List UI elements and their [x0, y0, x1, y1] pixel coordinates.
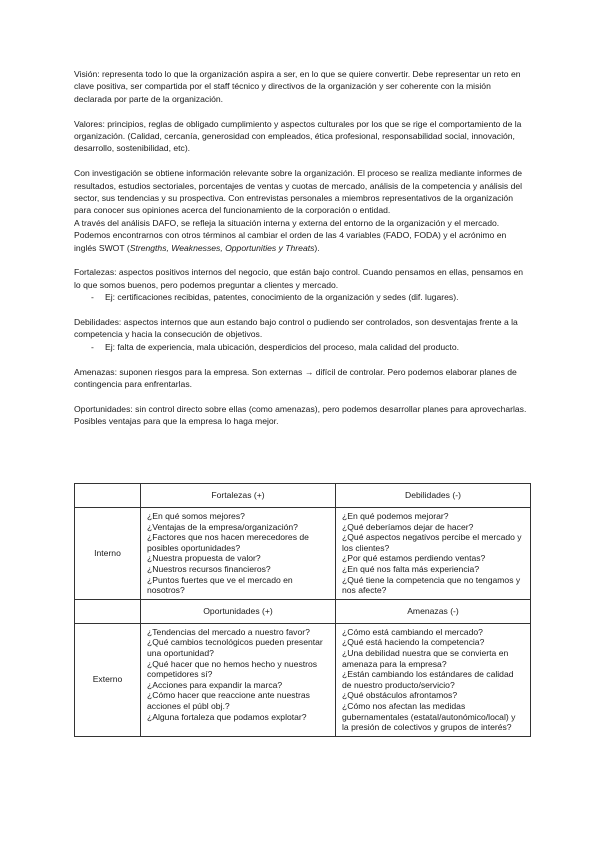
question-item: ¿Cómo nos afectan las medidas gubernamentales (estatal/autonómico/local) y la presión de colectivos y grupos de interés?	[342, 700, 516, 733]
question-item: ¿Acciones para expandir la marca?	[147, 679, 283, 690]
dafo-row-interno	[75, 508, 531, 600]
question-item: ¿Una debilidad nuestra que se convierta en amenaza para la empresa?	[342, 647, 509, 669]
cell-fortalezas	[141, 508, 336, 600]
cell-debilidades	[336, 508, 531, 600]
swot-terms: Strengths, Weaknesses, Opportunities y Threats	[129, 242, 315, 253]
debilidades-example-list	[74, 341, 530, 353]
dafo-header-row-external	[75, 599, 531, 623]
debilidades-example	[74, 341, 530, 353]
fortalezas-example-text: Ej: certificaciones recibidas, patentes, conocimiento de la organización y sedes (dif. lugares).	[105, 292, 459, 303]
question-item: ¿Cómo está cambiando el mercado?	[342, 626, 483, 637]
question-item: ¿Tendencias del mercado a nuestro favor?	[147, 626, 310, 637]
question-item: ¿Están cambiando los estándares de calidad de nuestro producto/servicio?	[342, 669, 514, 690]
investigacion-paragraph: Con investigación se obtiene información relevante sobre la organización. El proceso se realiza mediante informes de resultados, estudios sectoriales, porcentajes de ventas y cuotas de mercado, análisis de la competencia y análisis del sector, sus tendencias y su prospectiva. Con entrevistas personales a miembros representativos de la organización para conocer sus opiniones acerca del funcionamiento de la corporación o entidad.	[74, 168, 523, 216]
valores-paragraph: Valores: principios, reglas de obligado cumplimiento y aspectos culturales por los que se rige el comportamiento de la organización. (Calidad, cercanía, generosidad con empleados, ética profesional, responsabilidad social, innovación, desarrollo, sostenibilidad, etc).	[74, 118, 522, 154]
fortalezas-example-list	[74, 291, 530, 303]
question-item: ¿Qué está haciendo la competencia?	[342, 637, 485, 648]
question-item: ¿En qué nos falta más experiencia?	[342, 563, 480, 574]
question-item: ¿Qué hacer que no hemos hecho y nuestros competidores sí?	[147, 658, 318, 680]
question-item: ¿Cómo hacer que reaccione ante nuestras acciones el públ obj.?	[147, 690, 310, 711]
vision-paragraph: Visión: representa todo lo que la organización aspira a ser, en lo que se quiere convertir. Debe representar un reto en clave positiva, ser compartida por el staff técnico y directivos de la organización y ser coherente con la misión declarada por parte de la organización.	[74, 69, 521, 104]
cell-oportunidades	[141, 623, 336, 736]
question-item: ¿Qué aspectos negativos percibe el mercado y los clientes?	[342, 532, 522, 553]
amenazas-paragraph: Amenazas: suponen riesgos para la empresa. Son externas → difícil de controlar. Pero podemos elaborar planes de contingencia para enfrentarlas.	[74, 366, 517, 390]
row-label-externo: Externo	[75, 623, 141, 736]
cell-amenazas	[336, 623, 531, 736]
question-item: ¿Nuestra propuesta de valor?	[147, 553, 261, 564]
question-item: ¿Alguna fortaleza que podamos explotar?	[147, 711, 307, 722]
dafo-intro-text: A través del análisis DAFO, se refleja la situación interna y externa del entorno de la organización y el mercado. Podemos encontrarnos con otros términos al cambiar el orden de las 4 variables (FADO, FODA) y el acrónimo en inglés SWOT (	[74, 217, 507, 253]
header-debilidades: Debilidades (-)	[336, 484, 531, 508]
dash-bullet: -	[91, 292, 94, 303]
question-item: ¿Ventajas de la empresa/organización?	[147, 521, 298, 532]
question-item: ¿En qué somos mejores?	[147, 511, 245, 521]
empty-label-cell	[75, 599, 141, 623]
question-item: ¿Qué cambios tecnológicos pueden presentar una oportunidad?	[147, 637, 323, 658]
header-fortalezas: Fortalezas (+)	[141, 484, 336, 508]
question-item: ¿Qué tiene la competencia que no tengamos y nos afecte?	[342, 574, 521, 596]
dafo-close-text: ).	[314, 242, 320, 253]
question-item: ¿Por qué estamos perdiendo ventas?	[342, 553, 486, 564]
dafo-row-externo	[75, 623, 531, 736]
document-body	[74, 68, 530, 428]
dafo-intro-paragraph	[74, 217, 530, 254]
question-item: ¿Nuestros recursos financieros?	[147, 563, 271, 574]
dafo-table	[74, 483, 531, 737]
question-item: ¿Qué obstáculos afrontamos?	[342, 690, 458, 701]
fortalezas-example	[74, 291, 530, 303]
header-amenazas: Amenazas (-)	[336, 599, 531, 623]
row-label-interno: Interno	[75, 508, 141, 600]
empty-corner-cell	[75, 484, 141, 508]
debilidades-paragraph: Debilidades: aspectos internos que aun estando bajo control o pudiendo ser controlados, son desventajas frente a la competencia y hacia la consecución de objetivos.	[74, 317, 518, 340]
oportunidades-paragraph: Oportunidades: sin control directo sobre ellas (como amenazas), pero podemos desarrollar planes para aprovecharlas. Posibles ventajas para que la empresa lo haga mejor.	[74, 403, 527, 427]
question-item: ¿Qué deberíamos dejar de hacer?	[342, 521, 474, 532]
debilidades-example-text: Ej: falta de experiencia, mala ubicación, desperdicios del proceso, mala calidad del producto.	[105, 341, 459, 352]
dafo-header-row-internal	[75, 484, 531, 508]
question-item: ¿Puntos fuertes que ve el mercado en nosotros?	[147, 574, 293, 596]
question-item: ¿En qué podemos mejorar?	[342, 511, 449, 521]
fortalezas-paragraph: Fortalezas: aspectos positivos internos del negocio, que están bajo control. Cuando pensamos en ellas, pensamos en lo que somos buenos, pero podemos preguntar a clientes y mercado.	[74, 267, 524, 290]
dash-bullet: -	[91, 341, 94, 352]
header-oportunidades: Oportunidades (+)	[141, 599, 336, 623]
question-item: ¿Factores que nos hacen merecedores de posibles oportunidades?	[147, 532, 309, 553]
